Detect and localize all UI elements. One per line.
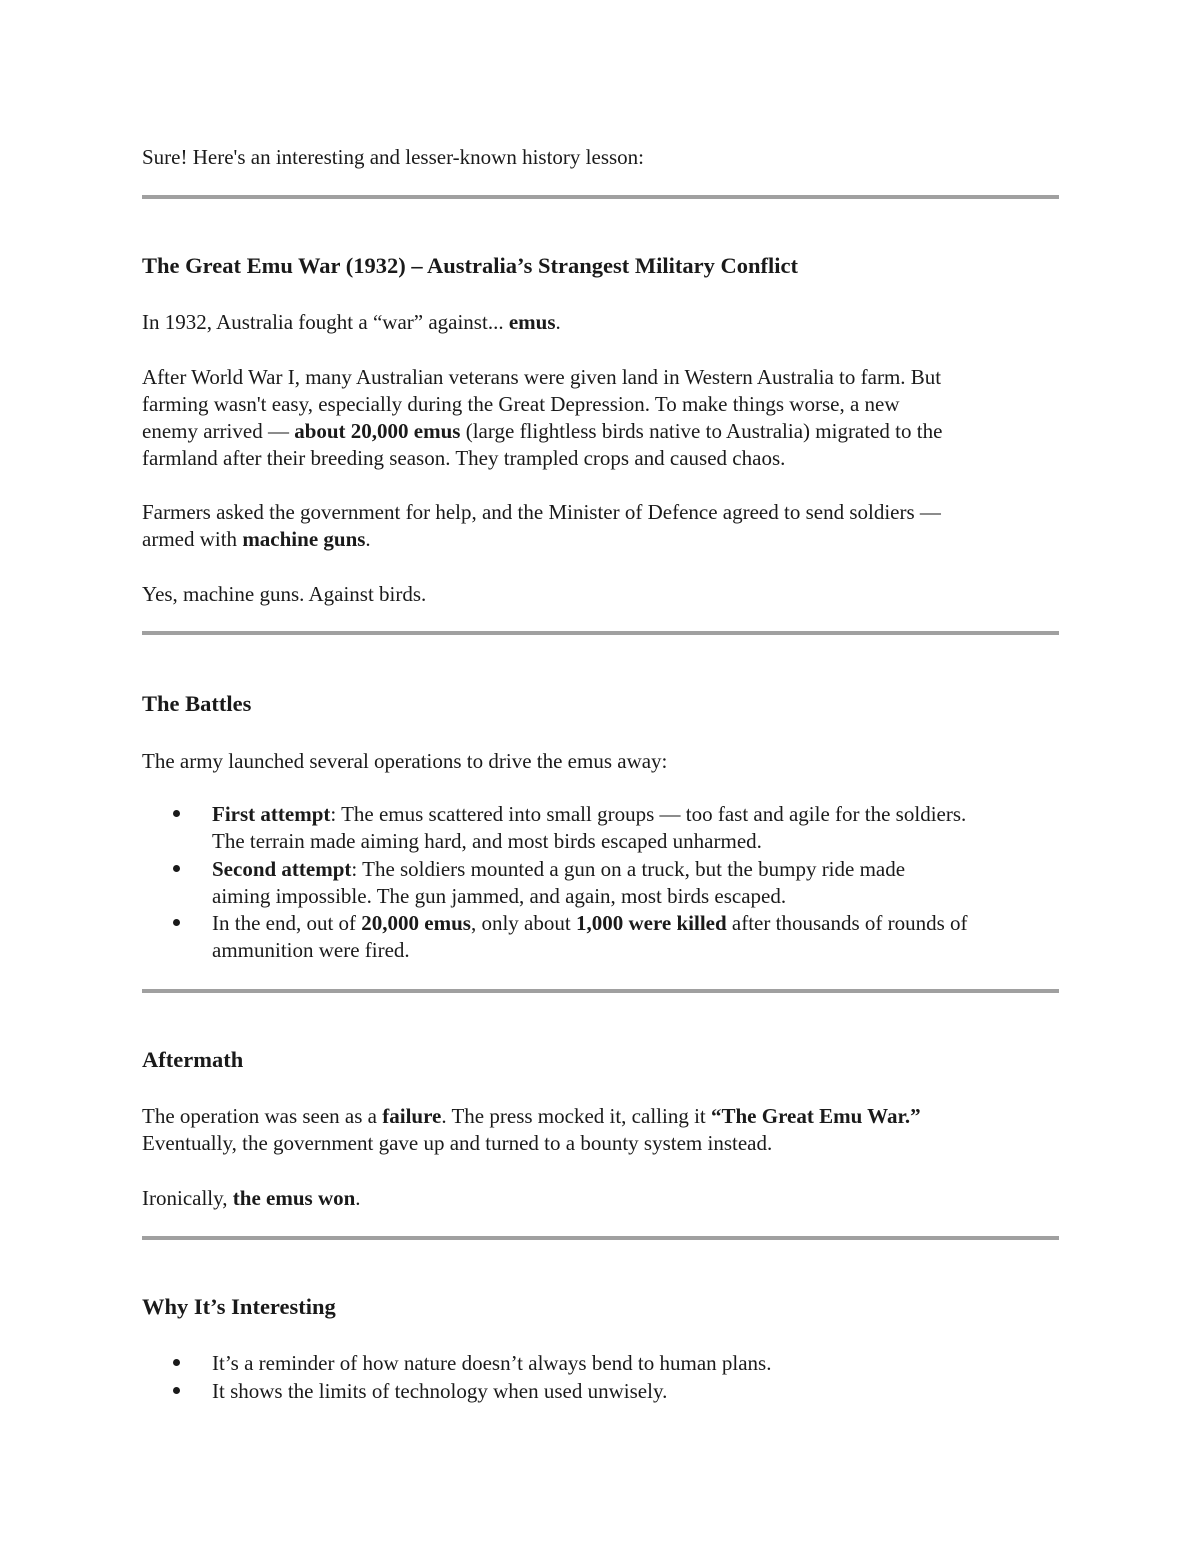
paragraph-machine-guns: Yes, machine guns. Against birds. xyxy=(142,582,427,606)
horizontal-rule xyxy=(142,989,1059,993)
horizontal-rule xyxy=(142,1236,1059,1240)
intro-text: Sure! Here's an interesting and lesser-known history lesson: xyxy=(142,145,645,169)
paragraph-operations: The army launched several operations to drive the emus away: xyxy=(142,749,668,773)
bullet-icon xyxy=(173,919,180,926)
section-heading-why-interesting: Why It’s Interesting xyxy=(142,1294,336,1319)
bullet-icon xyxy=(173,865,180,872)
horizontal-rule xyxy=(142,195,1059,199)
document-page: Sure! Here's an interesting and lesser-known history lesson: The Great Emu War (1932) – Australia’s Strangest Military Conflict In 1932, Australia fought a “war” against... emus. After World War I, many Australian veterans were given land in Western Australia to farm. But farming wasn't easy, especially during the Great Depression. To make things worse, a new enemy arrived — about 20,000 emus (large flightless birds native to Australia) migrated to the farmland after their breeding season. They trampled crops and caused chaos. Farmers asked the government for help, and the Minister of Defence agreed to send soldiers — armed with machine guns. Yes, machine guns. Against birds. The Battles The army launched several operations to drive the emus away: First attempt: The emus scattered into small groups — too fast and agile for the soldiers. The terrain made aiming hard, and most birds escaped unharmed. Second attempt: The soldiers mounted a gun on a truck, but the bumpy ride made aiming impossible. The gun jammed, and again, most birds escaped. In the end, out of 20,000 emus, only about 1,000 were killed after thousands of rounds of ammunition were fired. Aftermath The operation was seen as a failure. The press mocked it, calling it “The Great Emu War.” Eventually, the government gave up and turned to a bounty system instead. Ironically, the emus won. Why It’s Interesting It’s a reminder of how nature doesn’t always bend to human plans. It shows the limits of technology when used unwisely. xyxy=(0,0,1200,1553)
bullet-icon xyxy=(173,1359,180,1366)
bullet-icon xyxy=(173,1387,180,1394)
horizontal-rule xyxy=(142,631,1059,635)
paragraph-emus-won: Ironically, the emus won. xyxy=(142,1186,361,1210)
section-heading-battles: The Battles xyxy=(142,691,252,716)
section-heading-aftermath: Aftermath xyxy=(142,1047,244,1072)
paragraph-intro-war: In 1932, Australia fought a “war” against... emus. xyxy=(142,310,561,334)
section-heading-emu-war: The Great Emu War (1932) – Australia’s Strangest Military Conflict xyxy=(142,253,798,278)
bullet-icon xyxy=(173,810,180,817)
